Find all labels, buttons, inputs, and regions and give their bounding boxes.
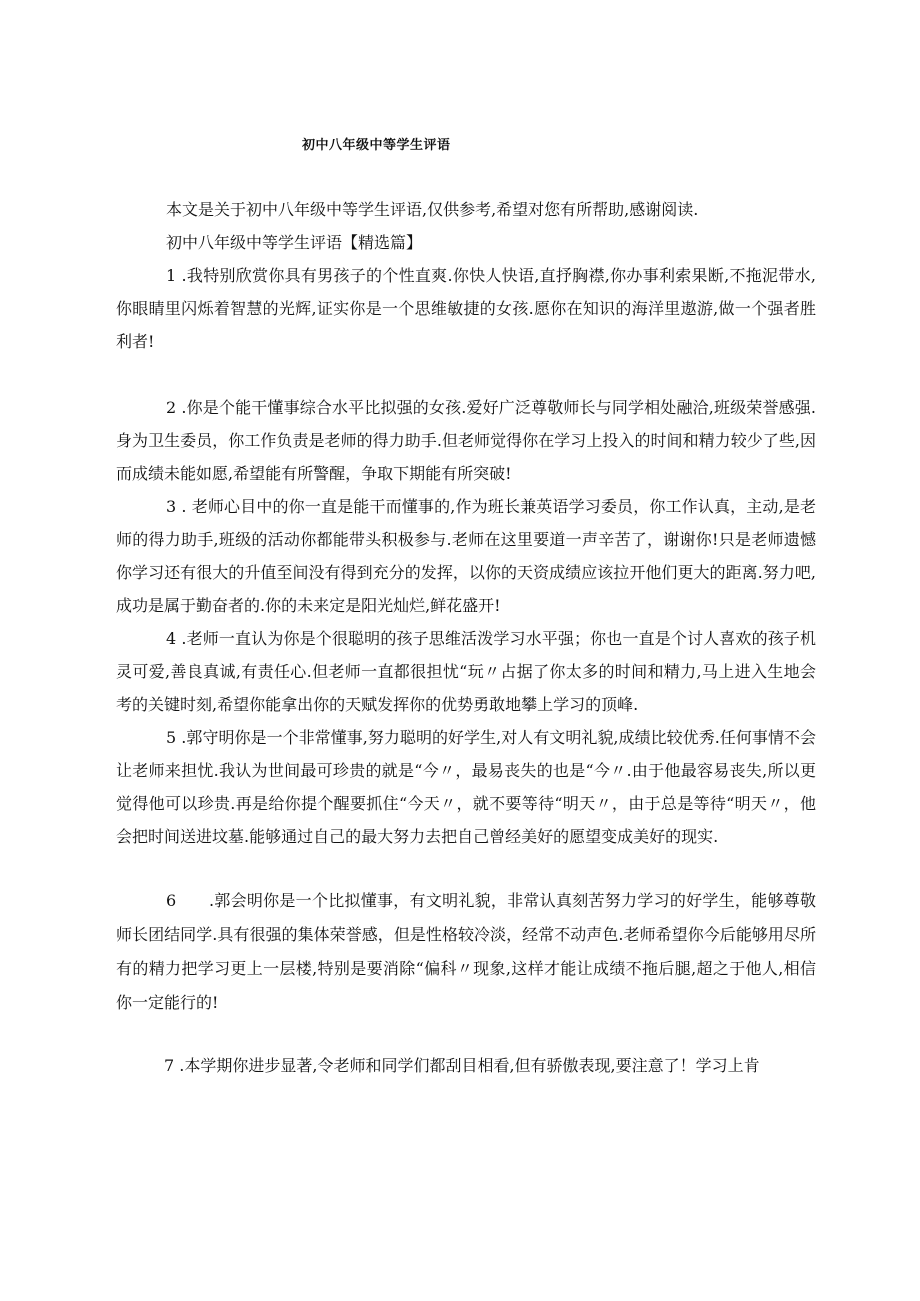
comment-paragraph-4: 4 .老师一直认为你是个很聪明的孩子思维活泼学习水平强；你也一直是个讨人喜欢的孩子机灵可爱,善良真诚,有责任心.但老师一直都很担忧“玩〃占据了你太多的时间和精力,马上进入生地会考的关键时刻,希望你能拿出你的天赋发挥你的优势勇敢地攀上学习的顶峰.: [116, 629, 816, 714]
intro-paragraph: 本文是关于初中八年级中等学生评语,仅供参考,希望对您有所帮助,感谢阅读.: [166, 200, 699, 219]
comment-paragraph-1: 1 .我特别欣赏你具有男孩子的个性直爽.你快人快语,直抒胸襟,你办事利索果断,不拖泥带水,你眼睛里闪烁着智慧的光辉,证实你是一个思维敏捷的女孩.愿你在知识的海洋里遨游,做一个强者胜利者!: [116, 266, 816, 351]
comment-paragraph-2: 2 .你是个能干懂事综合水平比拟强的女孩.爱好广泛尊敬师长与同学相处融洽,班级荣誉感强.身为卫生委员，你工作负责是老师的得力助手.但老师觉得你在学习上投入的时间和精力较少了些,因而成绩未能如愿,希望能有所警醒，争取下期能有所突破!: [116, 398, 816, 483]
comment-paragraph-7: 7 .本学期你进步显著,令老师和同学们都刮目相看,但有骄傲表现,要注意了！学习上肯: [164, 1056, 760, 1075]
comment-paragraph-5: 5 .郭守明你是一个非常懂事,努力聪明的好学生,对人有文明礼貌,成绩比较优秀.任何事情不会让老师来担忧.我认为世间最可珍贵的就是“今〃，最易丧失的也是“今〃.由于他最容易丧失,所以更觉得他可以珍贵.再是给你提个醒要抓住“今天〃，就不要等待“明天〃，由于总是等待“明天〃，他会把时间送进坟墓.能够通过自己的最大努力去把自己曾经美好的愿望变成美好的现实.: [116, 728, 816, 846]
comment-paragraph-6: 6 .郭会明你是一个比拟懂事，有文明礼貌，非常认真刻苦努力学习的好学生，能够尊敬师长团结同学.具有很强的集体荣誉感，但是性格较冷淡，经常不动声色.老师希望你今后能够用尽所有的精力把学习更上一层楼,特别是要消除“偏科〃现象,这样才能让成绩不拖后腿,超之于他人,相信你一定能行的!: [116, 891, 816, 1012]
document-title: 初中八年级中等学生评语: [302, 138, 451, 153]
comment-paragraph-3: 3 . 老师心目中的你一直是能干而懂事的,作为班长兼英语学习委员，你工作认真，主动,是老师的得力助手,班级的活动你都能带头积极参与.老师在这里要道一声辛苦了，谢谢你!只是老师遗憾你学习还有很大的升值至间没有得到充分的发挥，以你的天资成绩应该拉开他们更大的距离.努力吧,成功是属于勤奋者的.你的未来定是阳光灿烂,鲜花盛开!: [116, 497, 816, 615]
section-subtitle: 初中八年级中等学生评语【精选篇】: [166, 233, 423, 252]
